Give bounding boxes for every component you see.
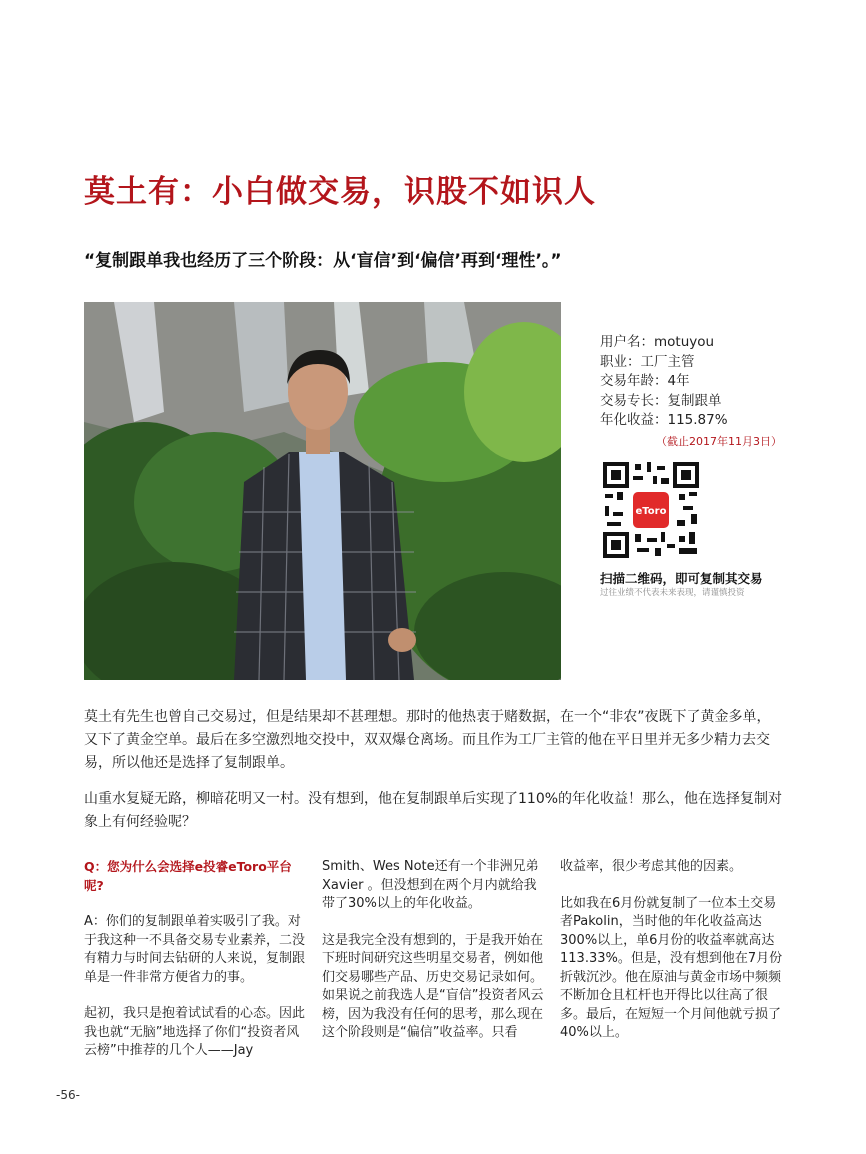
column-1-paragraph-2: 起初，我只是抱着试试看的心态。因此我也就“无脑”地选择了你们“投资者风云榜”中推荐的几个人——Jay xyxy=(84,1006,306,1058)
column-3 xyxy=(560,858,786,1061)
profile-job: 职业：工厂主管 xyxy=(600,353,695,370)
profile-annual-return: 年化收益：115.87% xyxy=(600,412,728,428)
interview-question: Q：您为什么会选择e投睿eToro平台呢? xyxy=(84,859,292,893)
column-3-paragraph-1: 收益率，很少考虑其他的因素。 xyxy=(560,859,743,874)
profile-as-of-date: （截止2017年11月3日） xyxy=(656,434,782,448)
body-paragraph-1: 莫土有先生也曾自己交易过，但是结果却不甚理想。那时的他热衷于赌数据，在一个“非农”夜既下了黄金多单，又下了黄金空单。最后在多空激烈地交投中，双双爆仓离场。而且作为工厂主管的他在平日里并无多少精力去交易，所以他还是选择了复制跟单。 xyxy=(84,709,771,771)
profile-years: 交易年龄：4年 xyxy=(600,373,690,389)
etoro-logo-text: eToro xyxy=(635,506,667,517)
column-1-paragraph-1: A：你们的复制跟单着实吸引了我。对于我这种一不具备交易专业素养，二没有精力与时间去钻研的人来说，复制跟单是一件非常方便省力的事。 xyxy=(84,914,306,985)
column-2-paragraph-2: 这是我完全没有想到的，于是我开始在下班时间研究这些明星交易者，例如他们交易哪些产品、历史交易记录如何。如果说之前我选人是“盲信”投资者风云榜，因为我没有任何的思考，那么现在这个阶段则是“偏信”收益率。只看 xyxy=(322,932,544,1040)
body-paragraph-2: 山重水复疑无路，柳暗花明又一村。没有想到，他在复制跟单后实现了110%的年化收益！那么，他在选择复制对象上有何经验呢？ xyxy=(84,791,783,830)
column-2-paragraph-1: Smith、Wes Note还有一个非洲兄弟Xavier 。但没想到在两个月内就给我带了30%以上的年化收益。 xyxy=(322,859,539,911)
profile-username: 用户名：motuyou xyxy=(600,334,715,350)
page-number: -56- xyxy=(56,1088,80,1102)
qr-disclaimer: 过往业绩不代表未来表现，请谨慎投资 xyxy=(600,588,745,598)
column-2 xyxy=(322,858,548,1061)
qr-caption: 扫描二维码，即可复制其交易 xyxy=(600,571,763,586)
pull-quote: “复制跟单我也经历了三个阶段：从‘盲信’到‘偏信’再到‘理性’。” xyxy=(84,251,562,271)
column-3-paragraph-2: 比如我在6月份就复制了一位本土交易者Pakolin，当时他的年化收益高达300%以上，单6月份的收益率就高达113.33%。但是，没有想到他在7月份折戟沉沙。他在原油与黄金市场中频频不断加仓且杠杆也开得比以往高了很多。最后，在短短一个月间他就亏损了40%以上。 xyxy=(560,895,783,1040)
article-title: 莫土有：小白做交易，识股不如识人 xyxy=(84,174,596,210)
trader-profile xyxy=(600,333,800,451)
profile-photo xyxy=(84,302,561,680)
qr-code[interactable] xyxy=(603,462,699,558)
profile-specialty: 交易专长：复制跟单 xyxy=(600,392,722,409)
column-1 xyxy=(84,858,310,1079)
